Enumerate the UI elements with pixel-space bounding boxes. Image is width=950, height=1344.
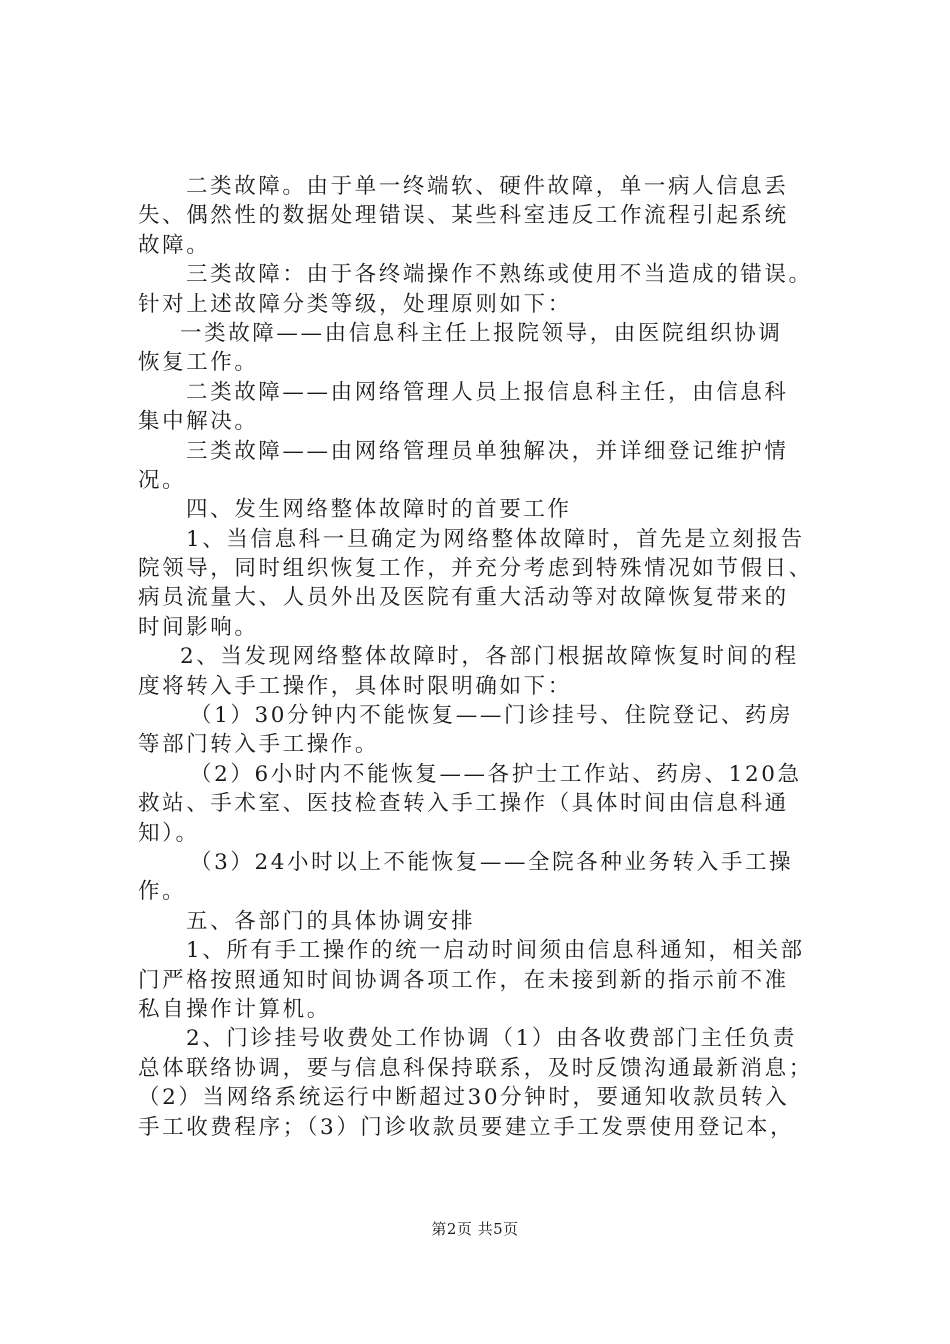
text-line: 手工收费程序；（3）门诊收款员要建立手工发票使用登记本， [138, 1114, 795, 1140]
document-body [138, 172, 838, 1142]
text-line: 1、当信息科一旦确定为网络整体故障时，首先是立刻报告 [186, 526, 805, 552]
text-line: 作。 [138, 879, 187, 905]
text-line: 三类故障——由网络管理员单独解决，并详细登记维护情 [186, 438, 789, 464]
text-line: （2）6小时内不能恢复——各护士工作站、药房、120急 [190, 761, 802, 787]
text-line: 1、所有手工操作的统一启动时间须由信息科通知，相关部 [186, 938, 805, 964]
text-line: 四、发生网络整体故障时的首要工作 [186, 497, 572, 523]
text-line: （3）24小时以上不能恢复——全院各种业务转入手工操 [190, 849, 794, 875]
text-line: 三类故障：由于各终端操作不熟练或使用不当造成的错误。 [186, 262, 813, 288]
text-line: （2）当网络系统运行中断超过30分钟时，要通知收款员转入 [138, 1085, 790, 1111]
text-line: 况。 [138, 467, 187, 493]
text-line: 时间影响。 [138, 614, 259, 640]
text-line: （1）30分钟内不能恢复——门诊挂号、住院登记、药房 [190, 703, 794, 729]
text-line: 针对上述故障分类等级，处理原则如下： [138, 291, 572, 317]
text-line: 总体联络协调，要与信息科保持联系，及时反馈沟通最新消息； [138, 1055, 813, 1081]
text-line: 2、当发现网络整体故障时，各部门根据故障恢复时间的程 [180, 644, 799, 670]
text-line: 院领导，同时组织恢复工作，并充分考虑到特殊情况如节假日、 [138, 556, 813, 582]
text-line: 一类故障——由信息科主任上报院领导，由医院组织协调 [180, 320, 783, 346]
text-line: 恢复工作。 [138, 350, 259, 376]
text-line: 五、各部门的具体协调安排 [186, 908, 476, 934]
text-line: 故障。 [138, 232, 211, 258]
text-line: 2、门诊挂号收费处工作协调（1）由各收费部门主任负责 [186, 1026, 797, 1052]
text-line: 二类故障。由于单一终端软、硬件故障，单一病人信息丢 [186, 174, 789, 199]
text-line: 病员流量大、人员外出及医院有重大活动等对故障恢复带来的 [138, 585, 789, 611]
page-footer: 第2页 共5页 [431, 1220, 519, 1238]
text-line: 知）。 [138, 820, 200, 846]
text-line: 二类故障——由网络管理人员上报信息科主任，由信息科 [186, 379, 789, 405]
text-line: 度将转入手工操作，具体时限明确如下： [138, 673, 572, 699]
text-line: 失、偶然性的数据处理错误、某些科室违反工作流程引起系统 [138, 203, 789, 229]
text-line: 门严格按照通知时间协调各项工作，在未接到新的指示前不准 [138, 967, 789, 993]
text-line: 救站、手术室、医技检查转入手工操作（具体时间由信息科通 [138, 791, 789, 817]
text-line: 私自操作计算机。 [138, 996, 331, 1022]
text-line: 集中解决。 [138, 409, 259, 435]
text-line: 等部门转入手工操作。 [138, 732, 380, 758]
